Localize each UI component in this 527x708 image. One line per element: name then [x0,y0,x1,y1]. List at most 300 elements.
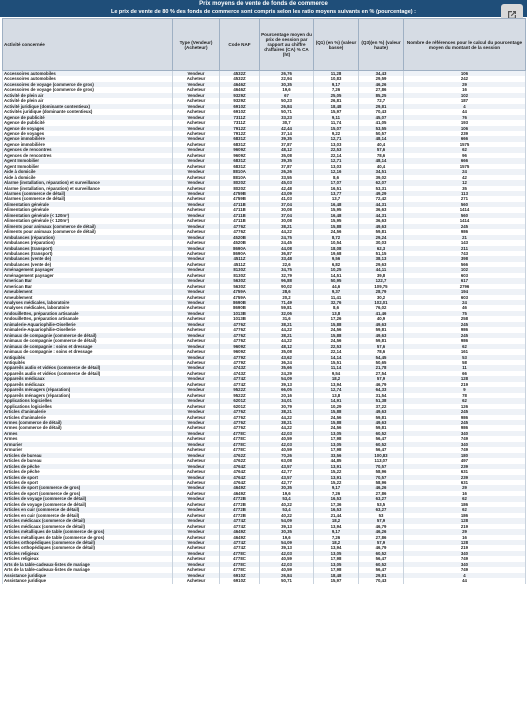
cell-average-percentage: 39,35 [260,136,314,141]
cell-type: Vendeur [173,311,220,316]
cell-reference-count: 749 [404,436,526,441]
cell-q1: 15,22 [314,480,359,485]
cell-reference-count: 340 [404,551,526,556]
cell-type: Acheteur [173,404,220,409]
cell-q1: 13,03 [314,164,359,169]
cell-activity: Ambulances (réparation) [3,235,173,240]
cell-type: Vendeur [173,431,220,436]
cell-q1: 9,54 [314,371,359,376]
cell-average-percentage: 32,79 [260,273,314,278]
cell-q1: 18,48 [314,104,359,109]
cell-average-percentage: 38,21 [260,333,314,338]
cell-q3: 59,81 [359,327,404,332]
cell-q1: 17,07 [314,180,359,185]
cell-naf-code: 4759B [220,191,260,196]
cell-activity: Alarme (installation, réparation) et surveillance [3,186,173,191]
cell-type: Vendeur [173,169,220,174]
cell-activity: Appareils audio et vidéos (commerce de détail) [3,365,173,370]
cell-activity: Alarme (installation, réparation) et surveillance [3,180,173,185]
cell-q3: 49,63 [359,420,404,425]
cell-average-percentage: 96,88 [260,278,314,283]
cell-naf-code: 4774Z [220,545,260,550]
cell-q3: 40,4 [359,142,404,147]
cell-q1: 13,94 [314,382,359,387]
cell-naf-code: 4711B [220,213,260,218]
cell-q3: 27,54 [359,371,404,376]
cell-average-percentage: 90,02 [260,284,314,289]
cell-activity: Ambulances (réparation) [3,240,173,245]
cell-average-percentage: 31,6 [260,316,314,321]
cell-activity: Accessoires automobiles [3,71,173,77]
column-header-average-percentage: Pourcentage moyen du prix de session par rapport au chiffre d'affaires (CA) % CA (ht) [260,19,314,71]
cell-reference-count: 128 [404,518,526,523]
cell-type: Acheteur [173,556,220,561]
cell-type: Vendeur [173,365,220,370]
cell-q3: 30,2 [359,295,404,300]
cell-average-percentage: 24,75 [260,235,314,240]
cell-naf-code: 6201Z [220,404,260,409]
cell-type: Acheteur [173,251,220,256]
cell-type: Acheteur [173,186,220,191]
cell-reference-count: 113 [404,191,526,196]
cell-activity: Andouillettes, préparation artisanale [3,316,173,321]
cell-q1: 24,56 [314,229,359,234]
cell-average-percentage: 30,35 [260,82,314,87]
cell-activity: Antiquités [3,360,173,365]
cell-type: Acheteur [173,175,220,180]
cell-q1: 24,56 [314,415,359,420]
cell-average-percentage: 34,01 [260,398,314,403]
cell-naf-code: 6831Z [220,142,260,147]
cell-reference-count: 239 [404,464,526,469]
cell-type: Vendeur [173,507,220,512]
cell-type: Vendeur [173,420,220,425]
cell-q1: 13,94 [314,524,359,529]
cell-naf-code: 4743Z [220,365,260,370]
cell-q1: 11,14 [314,365,359,370]
cell-naf-code: 5630Z [220,284,260,289]
cell-reference-count: 986 [404,425,526,430]
cell-q3: 78,6 [359,153,404,158]
cell-type: Vendeur [173,267,220,272]
cell-q3: 53 [359,513,404,518]
cell-q3: 36,63 [359,218,404,223]
cell-type: Acheteur [173,164,220,169]
cell-type: Vendeur [173,322,220,327]
cell-average-percentage: 42,03 [260,442,314,447]
cell-reference-count: 1575 [404,164,526,169]
cell-q3: 49,63 [359,224,404,229]
cell-naf-code: 6831Z [220,158,260,163]
cell-reference-count: 44 [404,578,526,583]
cell-naf-code: 4646Z [220,82,260,87]
cell-reference-count: 603 [404,295,526,300]
cell-type: Acheteur [173,131,220,136]
cell-reference-count: 986 [404,229,526,234]
cell-naf-code: 4764Z [220,469,260,474]
cell-q3: 29,24 [359,235,404,240]
cell-q1: 50,95 [314,278,359,283]
cell-activity: Ameublement [3,295,173,300]
cell-q1: 9,22 [314,131,359,136]
cell-reference-count: 143 [404,240,526,245]
cell-q3: 29,81 [359,573,404,578]
cell-q1: 9,17 [314,485,359,490]
cell-q1: 22,53 [314,344,359,349]
cell-average-percentage: 42,03 [260,562,314,567]
cell-reference-count: 62 [404,344,526,349]
cell-activity: Alimentation générale (< 120m²) [3,218,173,223]
cell-q1: 24,56 [314,338,359,343]
cell-reference-count: 986 [404,327,526,332]
cell-average-percentage: 41,03 [260,196,314,201]
cell-activity: Agences de rencontres [3,147,173,152]
cell-type: Acheteur [173,425,220,430]
cell-type: Acheteur [173,196,220,201]
cell-activity: Agence immobilière [3,142,173,147]
cell-average-percentage: 44,22 [260,425,314,430]
cell-average-percentage: 24,29 [260,371,314,376]
cell-average-percentage: 43,57 [260,464,314,469]
cell-naf-code: 4511Z [220,256,260,261]
cell-naf-code: 4511Z [220,262,260,267]
cell-average-percentage: 40,59 [260,556,314,561]
cell-q1: 16,53 [314,507,359,512]
cell-reference-count: 75 [404,311,526,316]
cell-type: Acheteur [173,262,220,267]
cell-activity: Aménagement paysager [3,267,173,272]
cell-activity: Articles métalliques de table (commerce de gros) [3,535,173,540]
cell-q3: 58,96 [359,469,404,474]
cell-average-percentage: 28,6 [260,289,314,294]
cell-q3: 44,11 [359,267,404,272]
cell-average-percentage: 35,08 [260,349,314,354]
cell-q1: 17,98 [314,447,359,452]
cell-average-percentage: 39,13 [260,382,314,387]
cell-q1: 15,07 [314,126,359,131]
cell-q3: 53,31 [359,186,404,191]
cell-q1: 13,05 [314,442,359,447]
cell-average-percentage: 43,57 [260,475,314,480]
cell-naf-code: 8690B [220,300,260,305]
cell-q1: 15,51 [314,360,359,365]
cell-type: Vendeur [173,344,220,349]
cell-q1: 10,25 [314,267,359,272]
cell-q3: 46,79 [359,545,404,550]
cell-q3: 76,02 [359,305,404,310]
cell-activity: Animaux de compagnie (commerce de détail) [3,338,173,343]
cell-reference-count: 35 [404,186,526,191]
cell-activity: Antiquités [3,355,173,360]
cell-type: Acheteur [173,153,220,158]
cell-reference-count: 16 [404,535,526,540]
cell-reference-count: 58 [404,360,526,365]
cell-average-percentage: 39,35 [260,158,314,163]
cell-activity: Andouillettes, préparation artisanale [3,311,173,316]
cell-naf-code: 6910Z [220,578,260,583]
cell-type: Acheteur [173,524,220,529]
cell-type: Vendeur [173,115,220,120]
cell-q1: 12,71 [314,136,359,141]
cell-reference-count: 24 [404,169,526,174]
cell-naf-code: 4520B [220,240,260,245]
cell-activity: Applications logicielles [3,404,173,409]
cell-activity: Articles médicaux (commerce de détail) [3,518,173,523]
cell-q3: 44,31 [359,202,404,207]
cell-type: Acheteur [173,207,220,212]
cell-q3: 39,8 [359,273,404,278]
cell-naf-code: 4778C [220,551,260,556]
cell-reference-count: 603 [404,273,526,278]
cell-average-percentage: 67 [260,93,314,98]
cell-average-percentage: 30,7 [260,120,314,125]
cell-reference-count: 186 [404,502,526,507]
cell-reference-count: 106 [404,126,526,131]
cell-naf-code: 4772B [220,502,260,507]
cell-activity: Appareils ménagers (réparation) [3,387,173,392]
cell-naf-code: 4762Z [220,453,260,458]
cell-q1: 17,98 [314,436,359,441]
cell-q3: 49,63 [359,322,404,327]
cell-q1: 15,88 [314,420,359,425]
cell-q1: 17,26 [314,316,359,321]
cell-naf-code: 9609Z [220,344,260,349]
cell-average-percentage: 44,08 [260,246,314,251]
cell-naf-code: 4772B [220,513,260,518]
cell-type: Acheteur [173,480,220,485]
cell-reference-count: 21 [404,235,526,240]
cell-q1: 18,08 [314,246,359,251]
cell-type: Acheteur [173,513,220,518]
cell-naf-code: 4649Z [220,491,260,496]
cell-q1: 21,44 [314,513,359,518]
cell-q3: 46,26 [359,529,404,534]
cell-q3: 27,86 [359,535,404,540]
cell-reference-count: 11 [404,365,526,370]
cell-average-percentage: 38,21 [260,420,314,425]
cell-activity: Assistance juridique [3,578,173,583]
cell-activity: Activité de plein air [3,98,173,103]
cell-q3: 60,52 [359,551,404,556]
cell-naf-code: 6910Z [220,573,260,578]
cell-activity: Alimentation générale [3,207,173,212]
cell-naf-code: 4778C [220,556,260,561]
cell-type: Vendeur [173,289,220,294]
cell-naf-code: 9609Z [220,153,260,158]
cell-q1: 10,29 [314,404,359,409]
cell-type: Vendeur [173,442,220,447]
cell-q1: 18,2 [314,518,359,523]
cell-q3: 113,07 [359,458,404,463]
cell-q1: 15,88 [314,224,359,229]
cell-naf-code: 4649Z [220,485,260,490]
cell-q3: 63,27 [359,507,404,512]
cell-type: Vendeur [173,398,220,403]
cell-q1: 8,72 [314,235,359,240]
cell-type: Vendeur [173,540,220,545]
cell-naf-code: 5630Z [220,278,260,283]
cell-q3: 38,13 [359,256,404,261]
cell-reference-count: 242 [404,76,526,81]
cell-activity: Alarmes (commerce de détail) [3,191,173,196]
cell-naf-code: 4776Z [220,409,260,414]
cell-activity: Agences de rencontres [3,153,173,158]
cell-naf-code: 4778C [220,447,260,452]
cell-naf-code: 4646Z [220,87,260,92]
cell-average-percentage: 30,08 [260,218,314,223]
cell-activity: Ambulances (transport) [3,246,173,251]
cell-activity: Alimentation générale (< 120m²) [3,213,173,218]
cell-naf-code: 4774Z [220,376,260,381]
cell-reference-count: 245 [404,420,526,425]
cell-q3: 37,22 [359,404,404,409]
cell-reference-count: 62 [404,398,526,403]
cell-naf-code: 4776Z [220,338,260,343]
cell-q1: 9,37 [314,289,359,294]
cell-naf-code: 4764Z [220,475,260,480]
cell-type: Vendeur [173,573,220,578]
cell-q3: 29,81 [359,104,404,109]
cell-naf-code: 9329Z [220,93,260,98]
cell-reference-count: 24 [404,300,526,305]
cell-activity: Articles en cuir (commerce de détail) [3,513,173,518]
cell-q3: 59,81 [359,415,404,420]
cell-q3: 70,43 [359,578,404,583]
column-header-reference-count: Nombre de références pour le calcul du pourcentage moyen du montant de la session [404,19,526,71]
cell-activity: Articles orthopédiques (commerce de détail) [3,540,173,545]
cell-reference-count: 239 [404,475,526,480]
cell-activity: Ambulances (vente de) [3,262,173,267]
cell-average-percentage: 33,48 [260,256,314,261]
cell-reference-count: 743 [404,251,526,256]
cell-q1: 15,88 [314,322,359,327]
cell-q3: 45,07 [359,115,404,120]
cell-q3: 70,43 [359,109,404,114]
cell-reference-count: 258 [404,316,526,321]
cell-reference-count: 986 [404,415,526,420]
cell-average-percentage: 36,24 [260,360,314,365]
cell-q1: 8,6 [314,175,359,180]
cell-activity: Articles de voyage (commerce de détail) [3,502,173,507]
cell-type: Acheteur [173,447,220,452]
cell-naf-code: 4776Z [220,420,260,425]
cell-type: Vendeur [173,387,220,392]
column-header-naf-code: Code NAF [220,19,260,71]
cell-activity: Ameublement [3,289,173,294]
cell-activity: Arts de la table-cadeaux-listes de mariage [3,562,173,567]
cell-q3: 39,02 [359,175,404,180]
cell-reference-count: 29 [404,82,526,87]
cell-naf-code: 1013B [220,316,260,321]
cell-activity: Activité de plein air [3,93,173,98]
cell-q1: 18,2 [314,540,359,545]
cell-q3: 36,63 [359,207,404,212]
cell-q3: 50,57 [359,131,404,136]
cell-average-percentage: 20,16 [260,393,314,398]
cell-type: Acheteur [173,120,220,125]
cell-type: Vendeur [173,82,220,87]
cell-type: Acheteur [173,567,220,572]
cell-activity: Appareils médicaux [3,376,173,381]
cell-naf-code: 4649Z [220,535,260,540]
cell-naf-code: 4774Z [220,518,260,523]
cell-reference-count: 102 [404,267,526,272]
cell-naf-code: 4776Z [220,322,260,327]
cell-q3: 57,9 [359,518,404,523]
cell-type: Vendeur [173,224,220,229]
cell-average-percentage: 38,21 [260,322,314,327]
cell-average-percentage: 24,45 [260,240,314,245]
cell-activity: Accessoires de voyage (commerce de gros) [3,87,173,92]
cell-q1: 13,94 [314,545,359,550]
cell-activity: Agence de publicité [3,120,173,125]
cell-q3: 30,03 [359,240,404,245]
cell-type: Vendeur [173,496,220,501]
cell-q3: 53,55 [359,126,404,131]
cell-average-percentage: 26,76 [260,71,314,77]
cell-type: Vendeur [173,71,220,77]
cell-q3: 34,43 [359,71,404,77]
cell-activity: Articles de sport [3,480,173,485]
cell-activity: Articles de bureau [3,453,173,458]
cell-q3: 58,96 [359,480,404,485]
cell-activity: Articles médicaux (commerce de détail) [3,524,173,529]
cell-average-percentage: 43,09 [260,191,314,196]
cell-activity: Assistance juridique [3,573,173,578]
cell-q1: 16,48 [314,213,359,218]
cell-average-percentage: 38,21 [260,409,314,414]
cell-type: Vendeur [173,464,220,469]
cell-q1: 13,05 [314,562,359,567]
cell-q3: 27,86 [359,491,404,496]
cell-reference-count: 271 [404,196,526,201]
cell-naf-code: 9329Z [220,98,260,103]
cell-naf-code: 4520B [220,235,260,240]
cell-type: Vendeur [173,104,220,109]
cell-activity: Appareils ménagers (réparation) [3,393,173,398]
cell-activity: Articles de sport [3,475,173,480]
cell-average-percentage: 53,4 [260,496,314,501]
cell-q3: 57,9 [359,376,404,381]
cell-reference-count: 16 [404,491,526,496]
cell-reference-count: 666 [404,136,526,141]
cell-q3: 62,3 [359,246,404,251]
cell-reference-count: 4 [404,104,526,109]
cell-reference-count: 62 [404,507,526,512]
cell-q1: 8,6 [314,305,359,310]
cell-activity: Articles de bureau [3,458,173,463]
document-title: Prix moyens de vente de fonds de commerce [0,0,527,8]
cell-q3: 21,78 [359,365,404,370]
cell-naf-code: 4774Z [220,524,260,529]
cell-naf-code: 4779Z [220,360,260,365]
cell-average-percentage: 54,09 [260,540,314,545]
cell-reference-count: 29 [404,529,526,534]
cell-reference-count: 29 [404,485,526,490]
cell-naf-code: 4778C [220,436,260,441]
cell-naf-code: 4762Z [220,458,260,463]
cell-type: Acheteur [173,491,220,496]
cell-naf-code: 6910Z [220,104,260,109]
cell-q1: 18,2 [314,376,359,381]
cell-reference-count: 102 [404,93,526,98]
cell-q3: 56,47 [359,436,404,441]
cell-q3: 64,33 [359,387,404,392]
cell-reference-count: 12 [404,180,526,185]
cell-average-percentage: 50,23 [260,98,314,103]
cell-average-percentage: 35,08 [260,153,314,158]
cell-activity: Articles de pêche [3,469,173,474]
